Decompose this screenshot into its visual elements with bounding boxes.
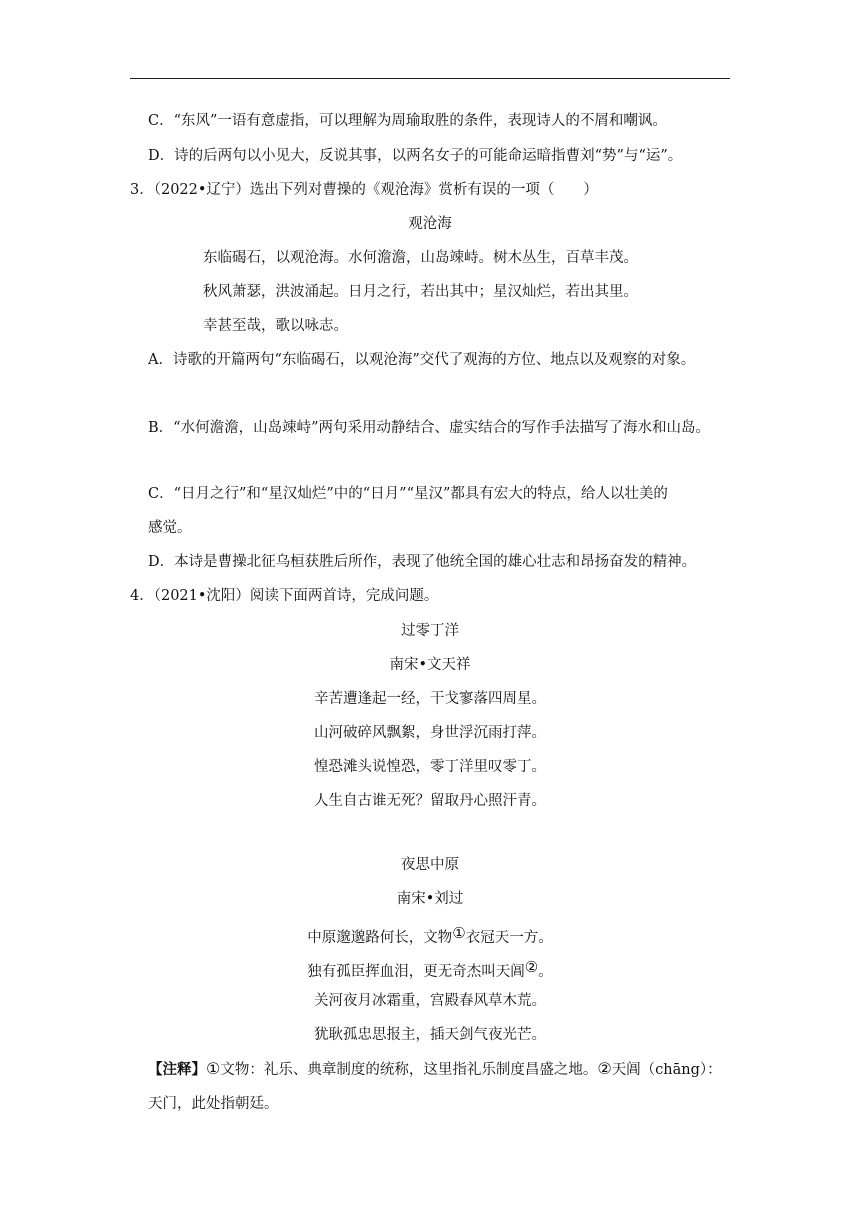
q2-option-d: D．诗的后两句以小见大，反说其事，以两名女子的可能命运暗指曹刘“势”与“运”。 (148, 148, 683, 164)
q3-poem-line-1: 东临碣石，以观沧海。水何澹澹，山岛竦峙。树木丛生，百草丰茂。 (203, 250, 638, 266)
poem2-line-4: 犹耿孤忠思报主，插天剑气夜光芒。 (314, 1027, 546, 1043)
poem2-author: 南宋•刘过 (396, 891, 464, 907)
annotation-marker-2: ② (597, 1059, 612, 1078)
poem1-line-4: 人生自古谁无死？留取丹心照汗青。 (314, 793, 546, 809)
annotation-text-2: 天阊（chāng）： (611, 1062, 722, 1078)
q3-poem-title: 观沧海 (408, 216, 452, 232)
annotation (148, 1059, 722, 1080)
poem2-line-2 (130, 957, 730, 982)
poem1-line-2: 山河破碎风飘絮，身世浮沉雨打萍。 (314, 725, 546, 741)
annotation-label: 【注释】 (148, 1061, 206, 1078)
poem1-line-3: 惶恐滩头说惶恐，零丁洋里叹零丁。 (314, 759, 546, 775)
footnote-marker-2: ② (524, 958, 539, 976)
q3-poem-line-3: 幸甚至哉，歌以咏志。 (203, 318, 348, 334)
q3-option-a: A．诗歌的开篇两句“东临碣石，以观沧海”交代了观海的方位、地点以及观察的对象。 (148, 352, 696, 368)
q3-option-b: B．“水何澹澹，山岛竦峙”两句采用动静结合、虚实结合的写作手法描写了海水和山岛。 (148, 420, 710, 436)
poem1-author: 南宋•文天祥 (389, 657, 471, 673)
poem2-line-1-b: 衣冠天一方。 (465, 930, 553, 946)
poem2-line-3: 关河夜月冰霜重，宫殿春风草木荒。 (314, 993, 546, 1009)
poem2-line-2-b: 。 (538, 964, 553, 980)
q3-stem: 3．（2022•辽宁）选出下列对曹操的《观沧海》赏析有误的一项（ ） (130, 182, 598, 198)
annotation-continuation: 天门，此处指朝廷。 (148, 1096, 279, 1112)
poem2-line-2-a: 独有孤臣挥血泪，更无奇杰叫天阊 (307, 964, 525, 980)
annotation-marker-1: ① (206, 1059, 221, 1078)
annotation-text-1: 文物：礼乐、典章制度的统称，这里指礼乐制度昌盛之地。 (220, 1062, 598, 1078)
poem1-line-1: 辛苦遭逢起一经，干戈寥落四周星。 (314, 691, 546, 707)
poem1-title: 过零丁洋 (401, 623, 459, 639)
q3-option-c-continuation: 感觉。 (148, 520, 192, 536)
footnote-marker-1: ① (452, 924, 466, 942)
poem2-line-1-a: 中原邈邈路何长，文物 (307, 930, 453, 946)
q3-option-d: D．本诗是曹操北征乌桓获胜后所作，表现了他统全国的雄心壮志和昂扬奋发的精神。 (148, 554, 697, 570)
poem2-title: 夜思中原 (401, 857, 459, 873)
q3-option-c: C．“日月之行”和“星汉灿烂”中的“日月”“星汉”都具有宏大的特点，给人以壮美的 (148, 486, 668, 502)
header-rule (130, 78, 730, 79)
poem2-line-1 (130, 923, 730, 948)
q2-option-c: C．“东风”一语有意虚指，可以理解为周瑜取胜的条件，表现诗人的不屑和嘲讽。 (148, 113, 667, 129)
q4-stem: 4．（2021•沈阳）阅读下面两首诗，完成问题。 (130, 588, 439, 604)
q3-poem-line-2: 秋风萧瑟，洪波涌起。日月之行，若出其中；星汉灿烂，若出其里。 (203, 284, 638, 300)
